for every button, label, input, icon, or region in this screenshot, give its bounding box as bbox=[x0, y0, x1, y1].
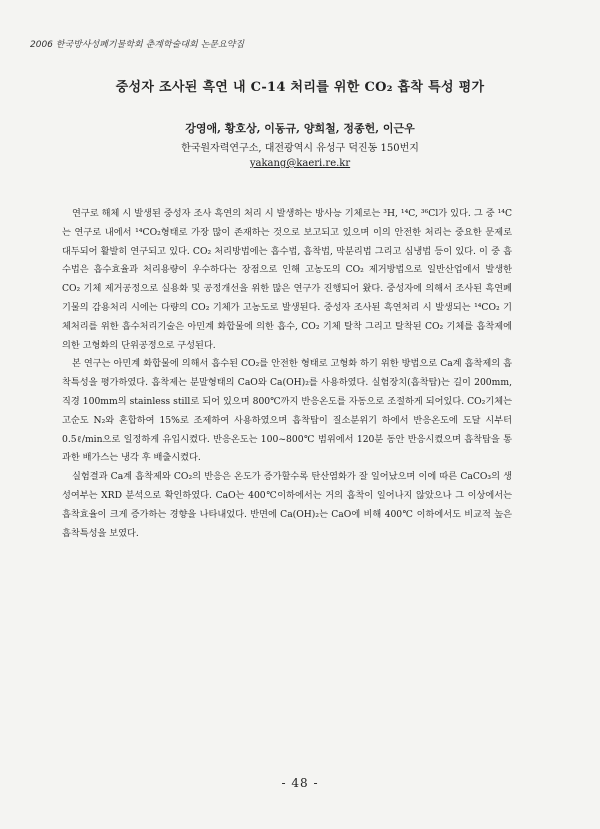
email-link[interactable]: yakang@kaeri.re.kr bbox=[249, 158, 351, 169]
paragraph-1: 연구로 해체 시 발생된 중성자 조사 흑연의 처리 시 발생하는 방사능 기체로는 ³H, ¹⁴C, ³⁶Cl가 있다. 그 중 ¹⁴C는 연구로 내에서 ¹⁴CO₂형태로 가장 많이 존재하는 것으로 보고되고 있으며 이의 안전한 처리는 중요한 문제로 대두되어 활발히 연구되고 있다. CO₂ 처리방법에는 흡수법, 흡착법, 막분리법 그리고 심냉법 등이 있다. 이 중 흡수법은 흡수효율과 처리용량이 우수하다는 장점으로 인해 고농도의 CO₂ 제거방법으로 일반산업에서 발생한 CO₂ 기체 제거공정으로 실용화 및 공정개선을 위한 많은 연구가 진행되어 왔다. 중성자에 의해서 조사된 흑연폐기물의 감용처리 시에는 다량의 CO₂ 기체가 고농도로 발생된다. 중성자 조사된 흑연처리 시 발생되는 ¹⁴CO₂ 기체처리를 위한 흡수처리기술은 아민계 화합물에 의한 흡수, CO₂ 기체 탈착 그리고 탈착된 CO₂ 기체를 흡착제에 의한 고형화의 단위공정으로 구성된다. bbox=[62, 208, 512, 351]
abstract-body bbox=[62, 205, 512, 543]
page-number: - 48 - bbox=[281, 776, 319, 790]
author-list: 강영애, 황호상, 이동규, 양희철, 정종헌, 이근우 bbox=[185, 122, 415, 135]
proceedings-header: 2006 한국방사성폐기물학회 춘계학술대회 논문요약집 bbox=[30, 40, 245, 50]
paragraph-2: 본 연구는 아민계 화합물에 의해서 흡수된 CO₂를 안전한 형태로 고형화 하기 위한 방법으로 Ca계 흡착제의 흡착특성을 평가하였다. 흡착제는 분말형태의 CaO와 Ca(OH)₂를 사용하였다. 실험장치(흡착탑)는 길이 200mm, 직경 100mm의 stainless still로 되어 있으며 800℃까지 반응온도를 자동으로 조절하게 되어있다. CO₂기체는 고순도 N₂와 혼합하여 15%로 조제하여 사용하였으며 흡착탑이 질소분위기 하에서 반응온도에 도달 시부터 0.5ℓ/min으로 일정하게 유입시켰다. 반응온도는 100~800℃ 범위에서 120분 동안 반응시켰으며 흡착탑을 통과한 배가스는 냉각 후 배출시켰다. bbox=[62, 358, 512, 464]
affiliation: 한국원자력연구소, 대전광역시 유성구 덕진동 150번지 bbox=[181, 143, 419, 154]
email-line bbox=[0, 158, 600, 169]
paragraph-3: 실험결과 Ca계 흡착제와 CO₂의 반응은 온도가 증가할수록 탄산염화가 잘 일어났으며 이에 따른 CaCO₃의 생성여부는 XRD 분석으로 확인하였다. CaO는 400℃이하에서는 거의 흡착이 일어나지 않았으나 그 이상에서는 흡착효율이 크게 증가하는 경향을 나타내었다. 반면에 Ca(OH)₂는 CaO에 비해 400℃ 이하에서도 비교적 높은 흡착특성을 보였다. bbox=[62, 471, 512, 539]
paper-title: 중성자 조사된 흑연 내 C-14 처리를 위한 CO₂ 흡착 특성 평가 bbox=[115, 80, 485, 95]
